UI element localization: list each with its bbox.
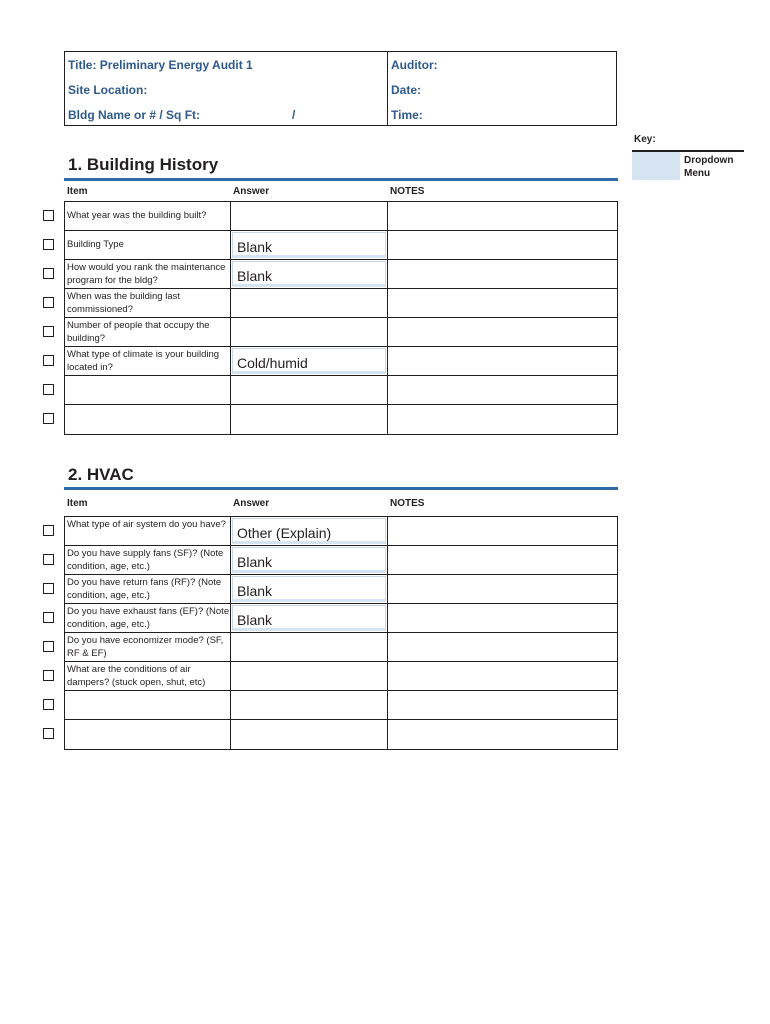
item-cell: When was the building last commissioned? [65, 289, 231, 317]
notes-cell[interactable] [388, 260, 617, 288]
row-checkbox[interactable] [43, 699, 54, 710]
audit-header-box [64, 51, 617, 126]
table-row [65, 347, 617, 376]
bldg-sqft-label: Bldg Name or # / Sq Ft: [68, 108, 201, 122]
answer-cell[interactable] [231, 376, 388, 404]
answer-cell[interactable] [231, 633, 388, 661]
answer-dropdown[interactable]: Blank [232, 605, 386, 631]
col-header-notes: NOTES [390, 498, 425, 509]
table-row [65, 202, 617, 231]
bldg-sqft-slash: / [292, 108, 296, 122]
answer-dropdown[interactable]: Cold/humid [232, 348, 386, 374]
answer-cell[interactable] [231, 318, 388, 346]
row-checkbox[interactable] [43, 641, 54, 652]
item-cell: Do you have exhaust fans (EF)? (Note condition, age, etc.) [65, 604, 231, 632]
answer-cell[interactable] [231, 691, 388, 719]
table-row [65, 546, 617, 575]
site-location-label: Site Location: [68, 83, 148, 97]
answer-cell[interactable] [231, 546, 388, 574]
dropdown-key-swatch [632, 152, 680, 180]
notes-cell[interactable] [388, 376, 617, 404]
notes-cell[interactable] [388, 604, 617, 632]
answer-cell[interactable] [231, 347, 388, 375]
row-checkbox[interactable] [43, 413, 54, 424]
table-row [65, 633, 617, 662]
item-cell: Number of people that occupy the building? [65, 318, 231, 346]
answer-cell[interactable] [231, 517, 388, 545]
notes-cell[interactable] [388, 202, 617, 230]
answer-dropdown[interactable]: Blank [232, 547, 386, 573]
key-text-line-1: Dropdown [684, 155, 734, 166]
notes-cell[interactable] [388, 347, 617, 375]
col-header-answer: Answer [233, 186, 270, 197]
answer-cell[interactable] [231, 260, 388, 288]
row-checkbox[interactable] [43, 384, 54, 395]
item-cell: What type of air system do you have? [65, 517, 231, 545]
item-cell: What year was the building built? [65, 202, 231, 230]
row-checkbox[interactable] [43, 612, 54, 623]
row-checkbox[interactable] [43, 355, 54, 366]
row-checkbox[interactable] [43, 210, 54, 221]
row-checkbox[interactable] [43, 268, 54, 279]
table-row [65, 662, 617, 691]
section-title-hvac: 2. HVAC [68, 465, 134, 484]
answer-dropdown[interactable]: Other (Explain) [232, 518, 386, 544]
answer-cell[interactable] [231, 720, 388, 749]
answer-dropdown[interactable]: Blank [232, 576, 386, 602]
table-row [65, 260, 617, 289]
header-divider [387, 52, 388, 125]
table-row [65, 720, 617, 749]
answer-cell[interactable] [231, 231, 388, 259]
item-cell [65, 376, 231, 404]
section-rule [64, 178, 618, 181]
notes-cell[interactable] [388, 691, 617, 719]
date-label: Date: [391, 83, 422, 97]
notes-cell[interactable] [388, 575, 617, 603]
row-checkbox[interactable] [43, 297, 54, 308]
item-cell [65, 720, 231, 749]
notes-cell[interactable] [388, 720, 617, 749]
item-cell: What type of climate is your building located in? [65, 347, 231, 375]
item-cell: Building Type [65, 231, 231, 259]
col-header-item: Item [67, 186, 88, 197]
item-cell: How would you rank the maintenance program for the bldg? [65, 260, 231, 288]
answer-dropdown[interactable]: Blank [232, 232, 386, 258]
row-checkbox[interactable] [43, 554, 54, 565]
audit-title: Title: Preliminary Energy Audit 1 [68, 58, 253, 72]
answer-cell[interactable] [231, 662, 388, 690]
item-cell: Do you have supply fans (SF)? (Note condition, age, etc.) [65, 546, 231, 574]
table-row [65, 289, 617, 318]
notes-cell[interactable] [388, 289, 617, 317]
answer-cell[interactable] [231, 604, 388, 632]
table-row [65, 318, 617, 347]
notes-cell[interactable] [388, 318, 617, 346]
item-cell: Do you have return fans (RF)? (Note condition, age, etc.) [65, 575, 231, 603]
col-header-item: Item [67, 498, 88, 509]
time-label: Time: [391, 108, 423, 122]
key-label: Key: [634, 134, 656, 145]
auditor-label: Auditor: [391, 58, 438, 72]
col-header-notes: NOTES [390, 186, 425, 197]
answer-cell[interactable] [231, 289, 388, 317]
notes-cell[interactable] [388, 517, 617, 545]
row-checkbox[interactable] [43, 583, 54, 594]
table-row [65, 231, 617, 260]
col-header-answer: Answer [233, 498, 270, 509]
table-row [65, 376, 617, 405]
building-history-table [64, 201, 618, 435]
notes-cell[interactable] [388, 546, 617, 574]
table-row [65, 691, 617, 720]
notes-cell[interactable] [388, 405, 617, 434]
section-rule [64, 487, 618, 490]
table-row [65, 517, 617, 546]
hvac-table [64, 516, 618, 750]
answer-cell[interactable] [231, 405, 388, 434]
row-checkbox[interactable] [43, 670, 54, 681]
item-cell: Do you have economizer mode? (SF, RF & EF) [65, 633, 231, 661]
item-cell [65, 405, 231, 434]
item-cell [65, 691, 231, 719]
notes-cell[interactable] [388, 633, 617, 661]
answer-cell[interactable] [231, 202, 388, 230]
row-checkbox[interactable] [43, 239, 54, 250]
row-checkbox[interactable] [43, 326, 54, 337]
dropdown-key-text [684, 154, 733, 180]
key-text-line-2: Menu [684, 168, 711, 179]
table-row [65, 405, 617, 434]
row-checkbox[interactable] [43, 728, 54, 739]
notes-cell[interactable] [388, 231, 617, 259]
table-row [65, 575, 617, 604]
row-checkbox[interactable] [43, 525, 54, 536]
table-row [65, 604, 617, 633]
answer-cell[interactable] [231, 575, 388, 603]
answer-dropdown[interactable]: Blank [232, 261, 386, 287]
notes-cell[interactable] [388, 662, 617, 690]
section-title-building-history: 1. Building History [68, 155, 219, 174]
item-cell: What are the conditions of air dampers? (stuck open, shut, etc) [65, 662, 231, 690]
